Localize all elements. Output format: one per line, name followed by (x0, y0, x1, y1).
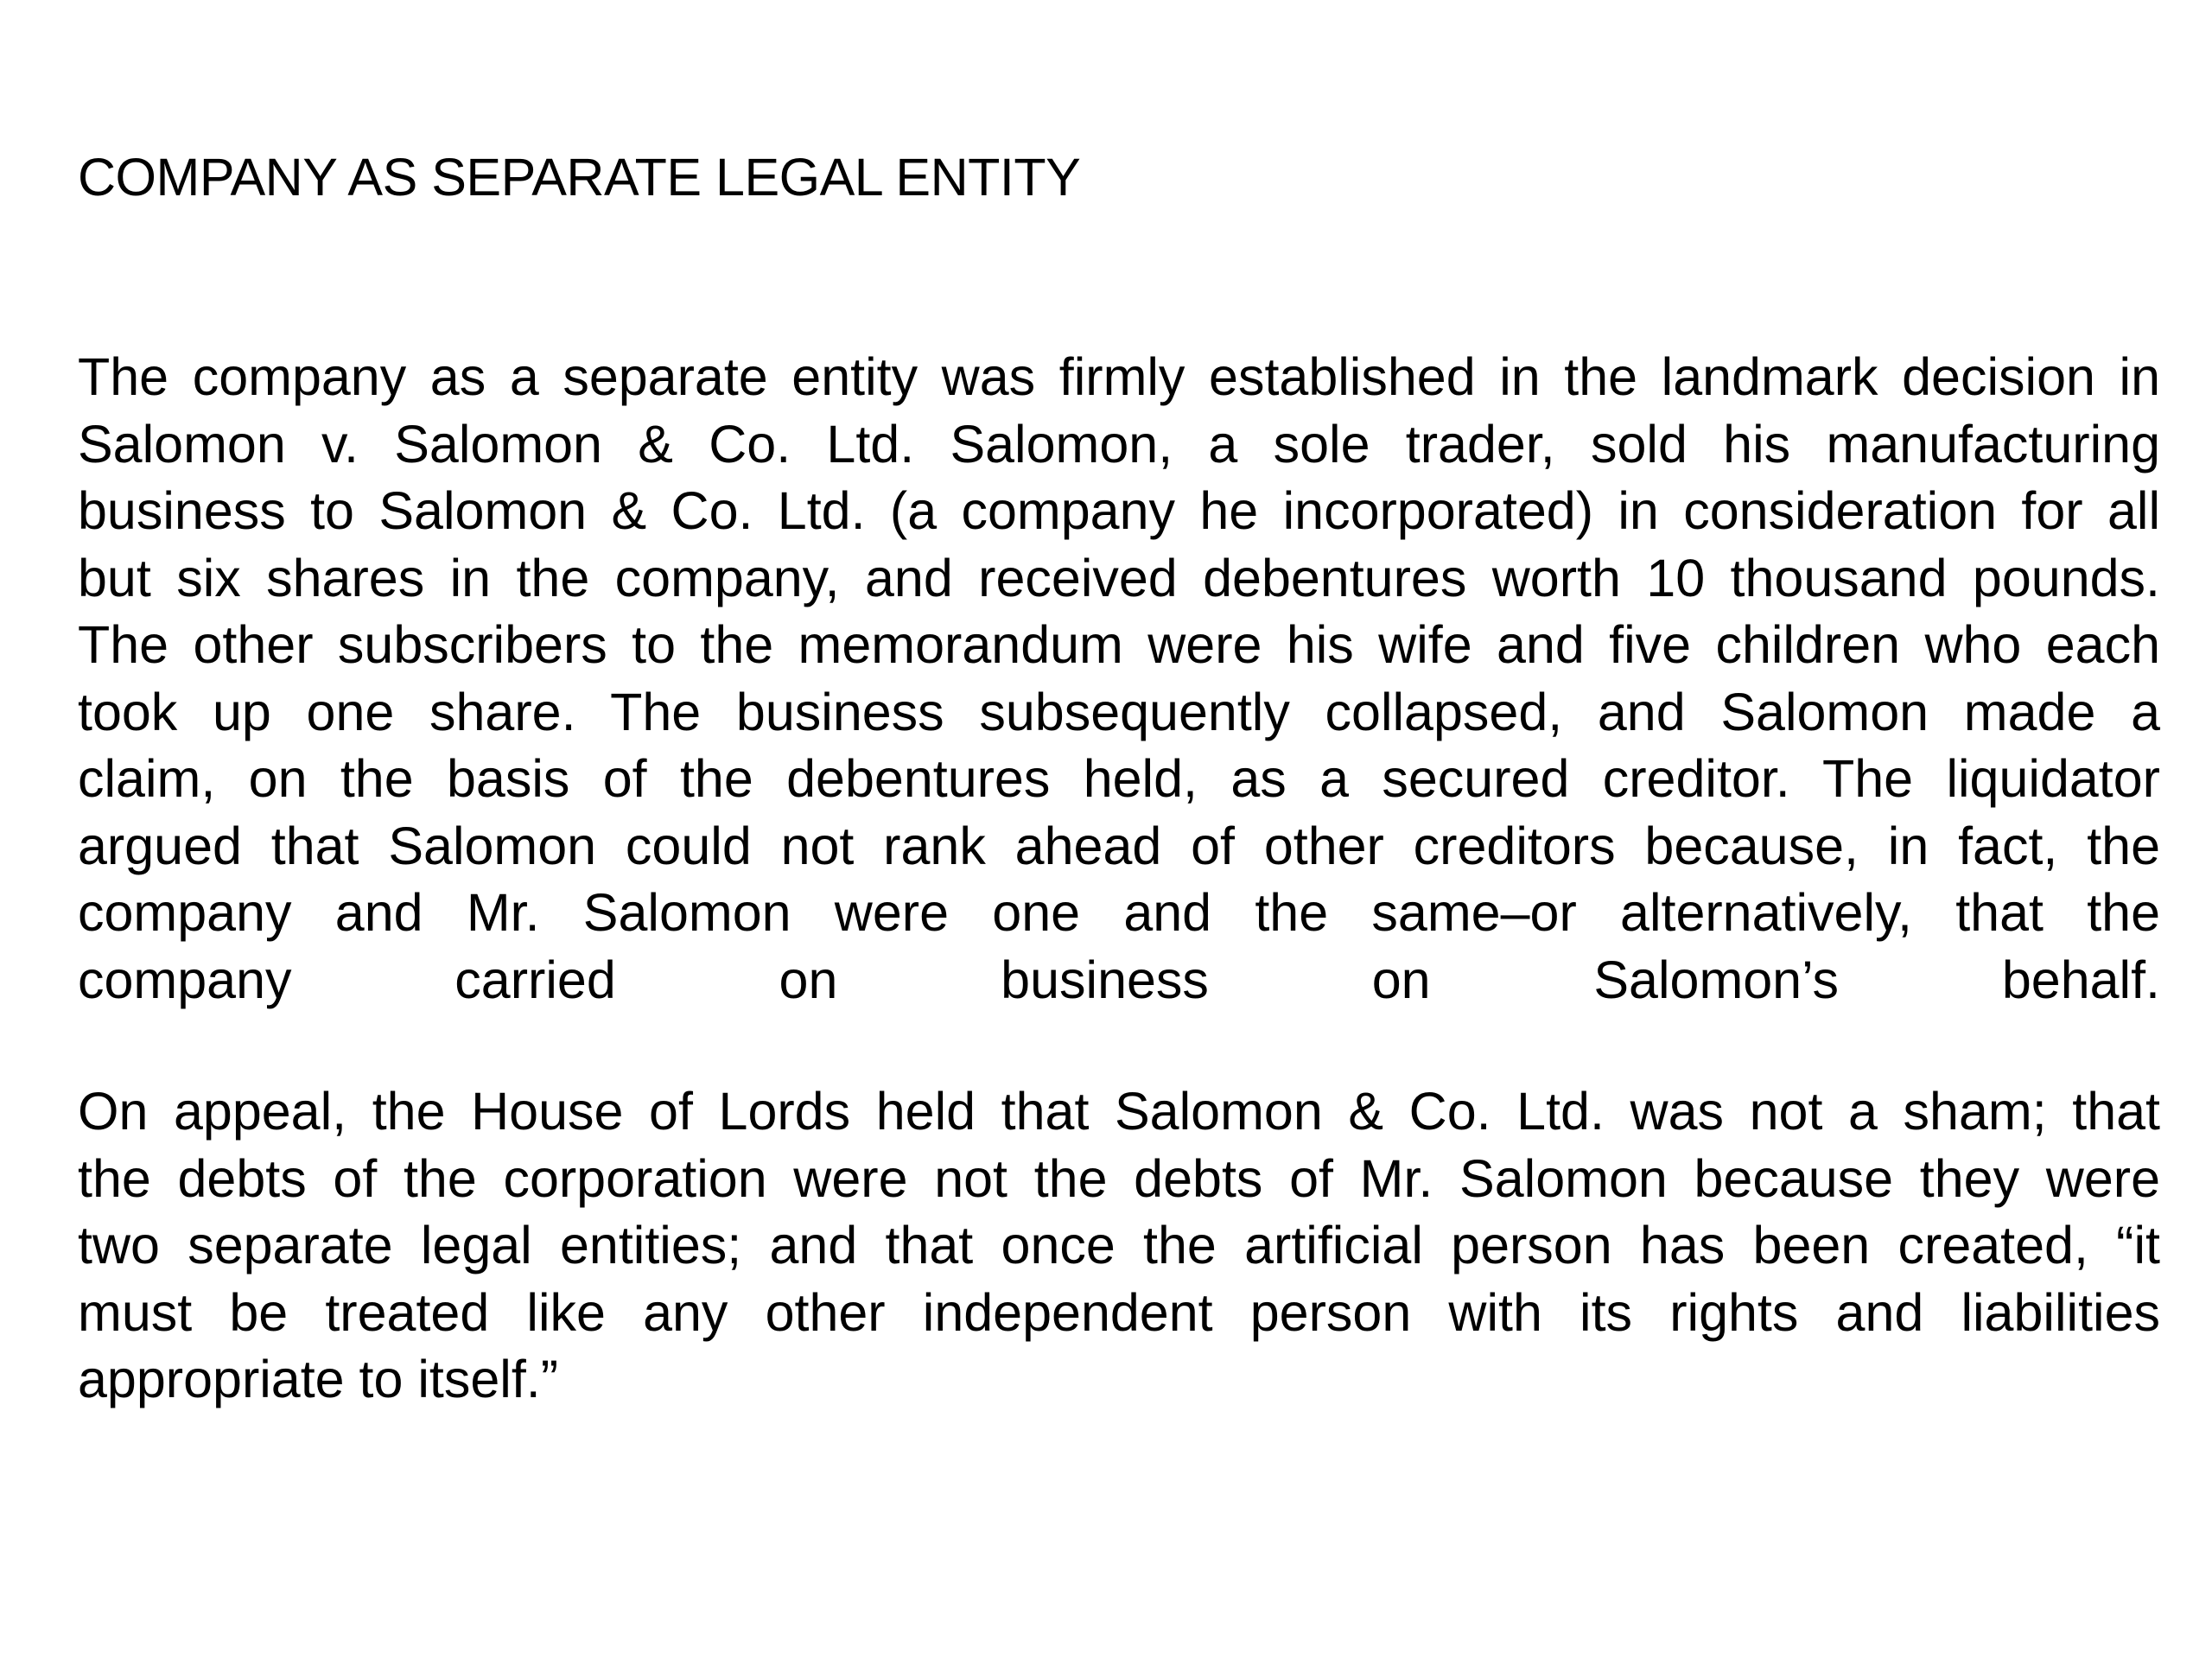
paragraph-salomon-background (78, 344, 2160, 1014)
text-line: claim, on the basis of the debentures held, as a secured creditor. The liquidator (78, 749, 2160, 808)
text-line: The company as a separate entity was firmly established in the landmark decision in (78, 347, 2160, 406)
page-title: COMPANY AS SEPARATE LEGAL ENTITY (78, 148, 1081, 207)
text-line: company and Mr. Salomon were one and the same–or alternatively, that the (78, 883, 2160, 942)
text-line: argued that Salomon could not rank ahead of other creditors because, in fact, the (78, 816, 2160, 875)
text-line: The other subscribers to the memorandum were his wife and five children who each (78, 615, 2160, 674)
text-line: On appeal, the House of Lords held that Salomon & Co. Ltd. was not a sham; that (78, 1082, 2160, 1141)
text-line: but six shares in the company, and received debentures worth 10 thousand pounds. (78, 548, 2160, 607)
text-line: company carried on business on Salomon’s behalf. (78, 950, 2160, 1009)
text-line: business to Salomon & Co. Ltd. (a company he incorporated) in consideration for all (78, 481, 2160, 540)
text-line: the debts of the corporation were not the debts of Mr. Salomon because they were (78, 1148, 2160, 1208)
text-line: must be treated like any other independent person with its rights and liabilities (78, 1282, 2160, 1342)
text-line: took up one share. The business subsequently collapsed, and Salomon made a (78, 682, 2160, 741)
text-line: two separate legal entities; and that once the artificial person has been created, “it (78, 1216, 2160, 1274)
text-line: appropriate to itself.” (78, 1350, 559, 1408)
text-line: Salomon v. Salomon & Co. Ltd. Salomon, a sole trader, sold his manufacturing (78, 414, 2160, 474)
paragraph-house-of-lords-holding (78, 1078, 2160, 1414)
